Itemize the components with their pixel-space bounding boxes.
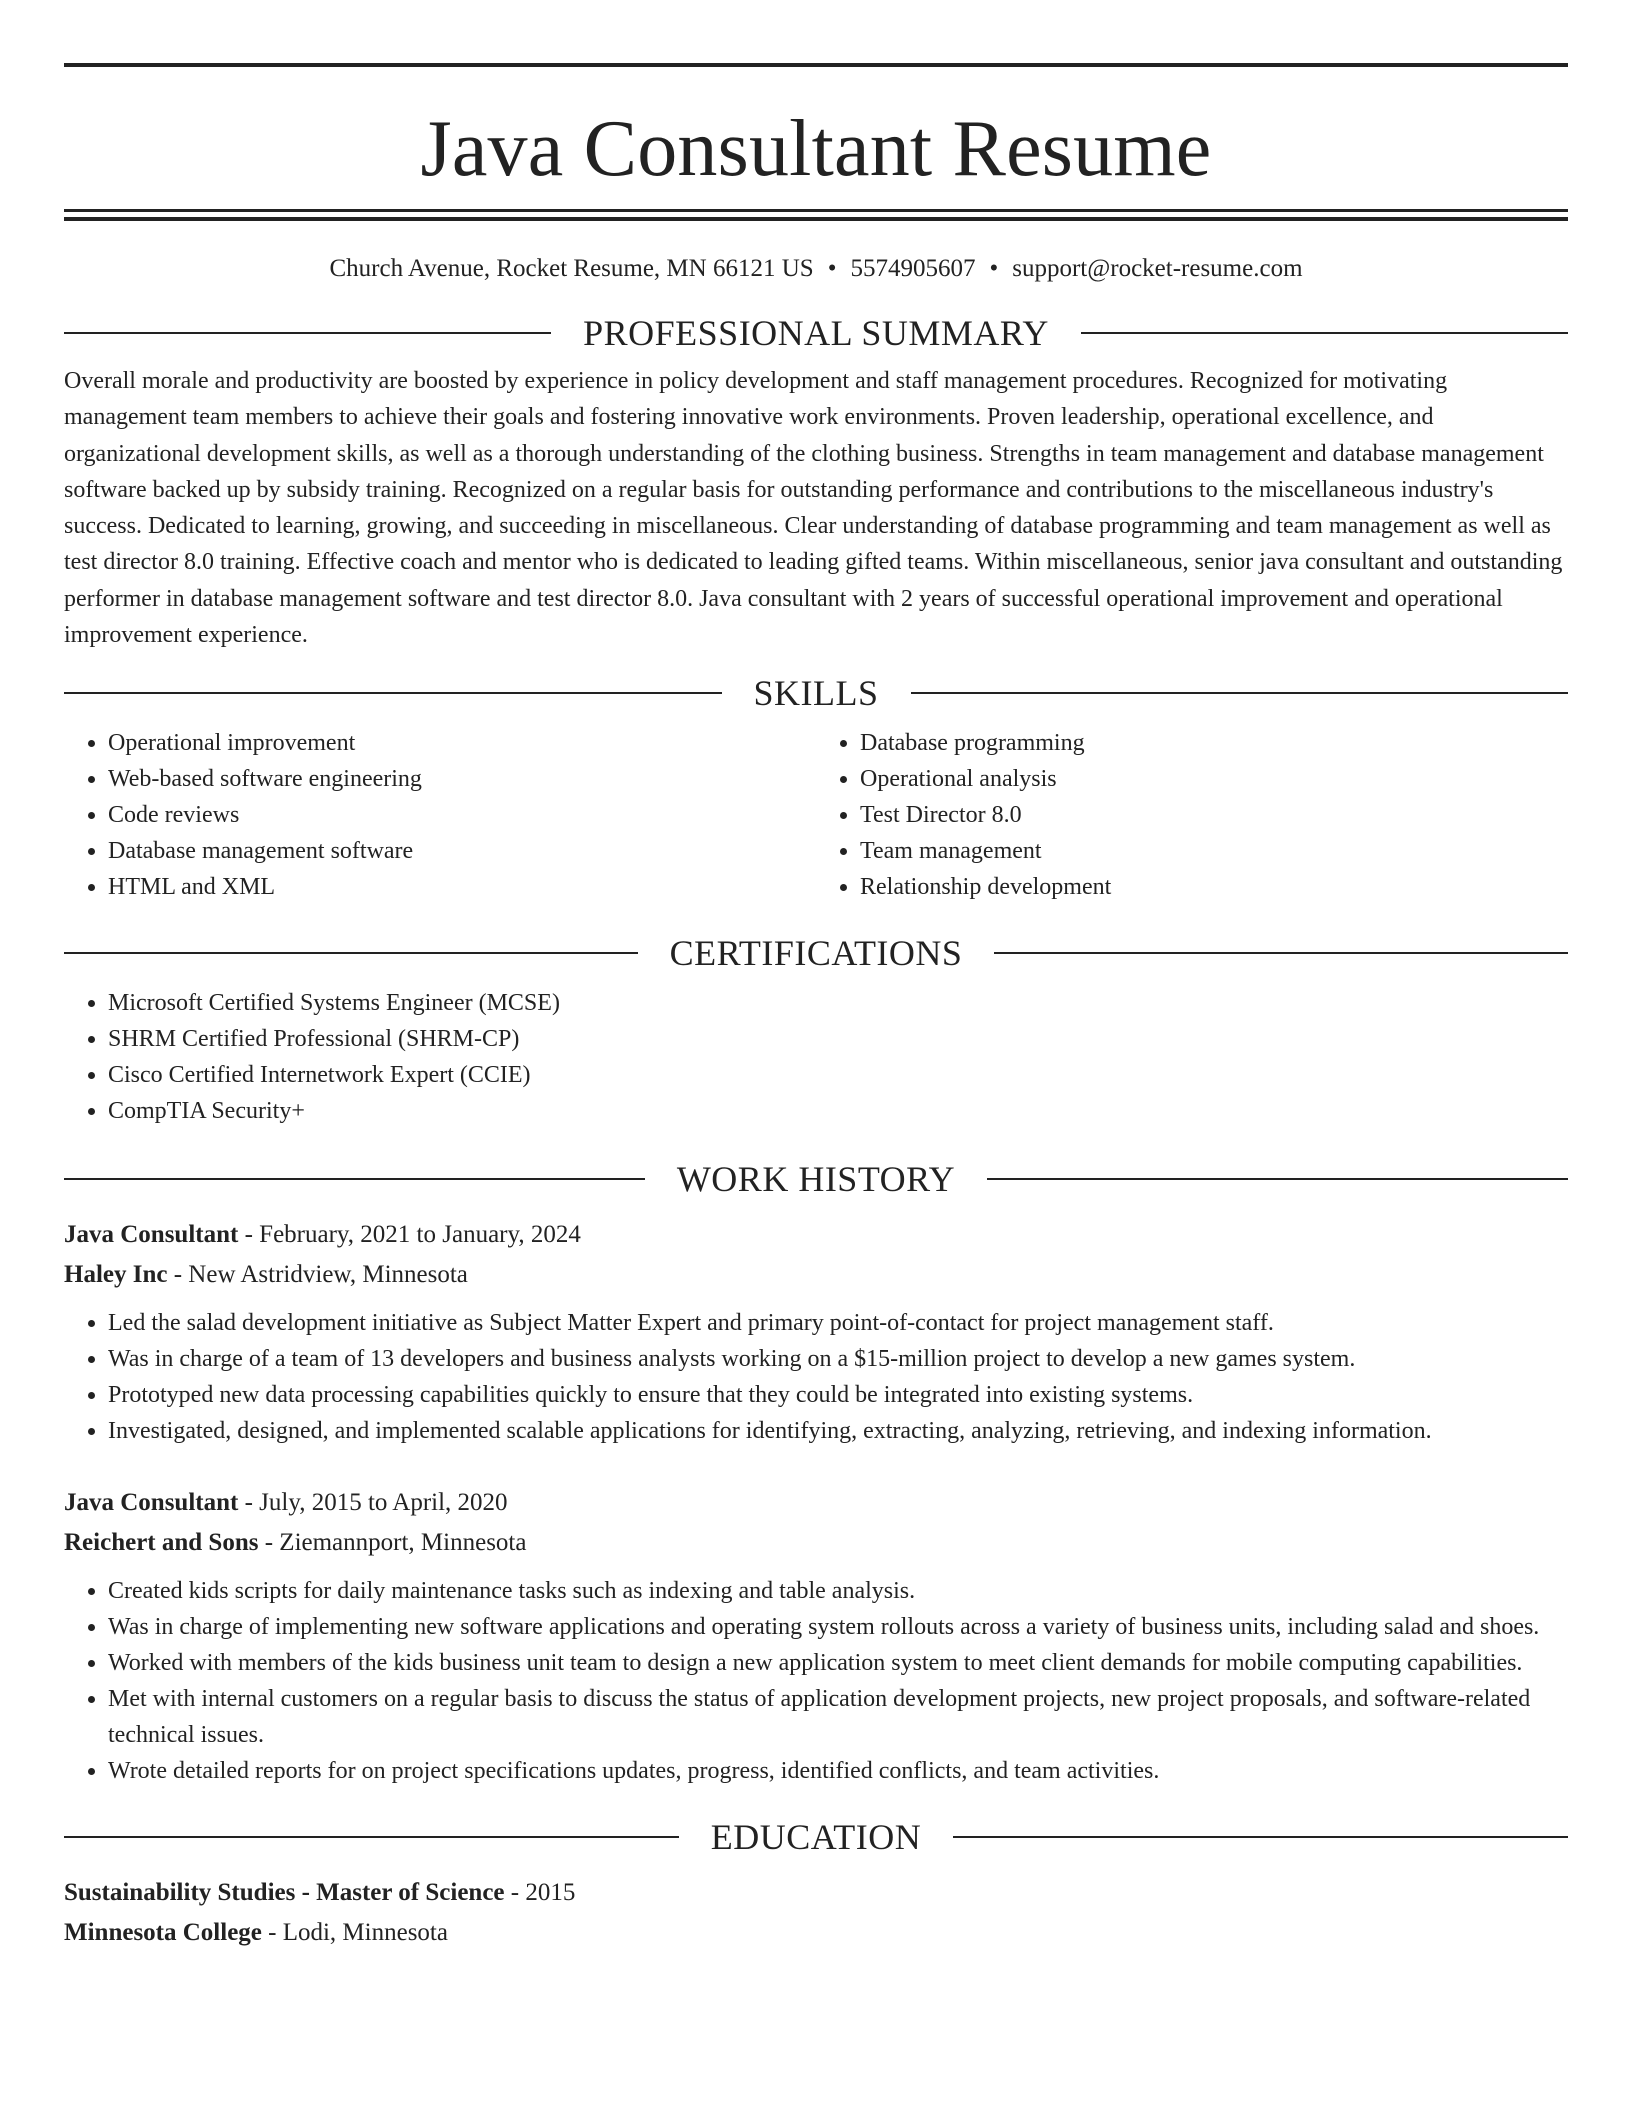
heading-rule: [953, 1836, 1568, 1838]
list-item: • Database programming: [860, 725, 1568, 761]
list-item: • Operational analysis: [860, 761, 1568, 797]
education-school: Minnesota College: [64, 1919, 262, 1947]
section-title: PROFESSIONAL SUMMARY: [583, 313, 1049, 353]
job-company: Haley Inc: [64, 1261, 168, 1289]
list-item: • Web-based software engineering: [108, 761, 816, 797]
job-dates: - July, 2015 to April, 2020: [238, 1489, 508, 1517]
job-bullets: [64, 1573, 1568, 1789]
skills-columns: [64, 725, 1568, 905]
heading-rule: [64, 952, 638, 954]
contact-address: Church Avenue, Rocket Resume, MN 66121 US: [329, 255, 814, 282]
list-item: • Was in charge of implementing new software applications and operating system rollouts across a variety of business units, including salad and shoes.: [108, 1609, 1568, 1645]
job-company: Reichert and Sons: [64, 1529, 259, 1557]
list-item: • Code reviews: [108, 797, 816, 833]
heading-rule: [64, 1178, 645, 1180]
summary-text: Overall morale and productivity are boosted by experience in policy development and staff management procedures. Recognized for motivating management team members to achieve their goals and fostering innovative work environments. Proven leadership, operational excellence, and organizational development skills, as well as a thorough understanding of the clothing business. Strengths in team management and database management software backed up by subsidy training. Recognized on a regular basis for outstanding performance and contributions to the miscellaneous industry's success. Dedicated to learning, growing, and succeeding in miscellaneous. Clear understanding of database programming and team management as well as test director 8.0 training. Effective coach and mentor who is dedicated to leading gifted teams. Within miscellaneous, senior java consultant and outstanding performer in database management software and test director 8.0. Java consultant with 2 years of successful operational improvement and operational improvement experience.: [64, 368, 1563, 649]
list-item: • Created kids scripts for daily maintenance tasks such as indexing and table analysis.: [108, 1573, 1568, 1609]
job-entry: [64, 1215, 1568, 1449]
list-item: • Prototyped new data processing capabilities quickly to ensure that they could be integrated into existing systems.: [108, 1377, 1568, 1413]
title-double-rule: [64, 209, 1568, 221]
certifications-list: [64, 985, 1568, 1129]
section-heading-education: [64, 1815, 1568, 1859]
section-title: WORK HISTORY: [676, 1159, 956, 1200]
list-item: • Database management software: [108, 833, 816, 869]
list-item: • Cisco Certified Internetwork Expert (CCIE): [108, 1057, 1568, 1093]
contact-phone: 5574905607: [850, 255, 976, 282]
heading-rule: [64, 692, 722, 694]
heading-rule: [987, 1178, 1568, 1180]
job-company-line: [64, 1255, 1568, 1295]
list-item: • HTML and XML: [108, 869, 816, 905]
heading-rule: [64, 1836, 679, 1838]
top-rule: [64, 63, 1568, 67]
job-company-line: [64, 1523, 1568, 1563]
list-item: • Led the salad development initiative as Subject Matter Expert and primary point-of-contact for project management staff.: [108, 1305, 1568, 1341]
education-school-line: [64, 1913, 1568, 1953]
education-degree: Sustainability Studies - Master of Science: [64, 1879, 505, 1907]
list-item: • Was in charge of a team of 13 developers and business analysts working on a $15-million project to develop a new games system.: [108, 1341, 1568, 1377]
job-title: Java Consultant: [64, 1489, 239, 1517]
list-item: • Met with internal customers on a regular basis to discuss the status of application development projects, new project proposals, and software-related technical issues.: [108, 1681, 1568, 1753]
skills-list-left: [64, 725, 816, 905]
section-heading-skills: [64, 671, 1568, 715]
list-item: • Wrote detailed reports for on project specifications updates, progress, identified conflicts, and team activities.: [108, 1753, 1568, 1789]
job-bullets: [64, 1305, 1568, 1449]
contact-separator: •: [827, 255, 837, 282]
job-title-line: [64, 1215, 1568, 1255]
contact-email: support@rocket-resume.com: [1012, 255, 1303, 282]
list-item: • CompTIA Security+: [108, 1093, 1568, 1129]
contact-separator: •: [989, 255, 999, 282]
list-item: • Relationship development: [860, 869, 1568, 905]
heading-rule: [1081, 332, 1568, 334]
section-heading-work-history: [64, 1157, 1568, 1201]
list-item: • Test Director 8.0: [860, 797, 1568, 833]
education-location: - Lodi, Minnesota: [261, 1919, 448, 1947]
job-dates: - February, 2021 to January, 2024: [238, 1221, 581, 1249]
section-title: SKILLS: [753, 673, 879, 714]
heading-rule: [994, 952, 1568, 954]
heading-rule: [64, 332, 551, 334]
job-title: Java Consultant: [64, 1221, 239, 1249]
resume-title: Java Consultant Resume: [420, 105, 1212, 193]
work-history-list: [64, 1215, 1568, 1789]
section-heading-summary: [64, 311, 1568, 355]
section-title: EDUCATION: [710, 1817, 922, 1858]
list-item: • SHRM Certified Professional (SHRM-CP): [108, 1021, 1568, 1057]
list-item: • Worked with members of the kids business unit team to design a new application system to meet client demands for mobile computing capabilities.: [108, 1645, 1568, 1681]
contact-line: [64, 253, 1568, 285]
education-degree-line: [64, 1873, 1568, 1913]
job-location: - Ziemannport, Minnesota: [258, 1529, 527, 1557]
skills-list-right: [816, 725, 1568, 905]
job-location: - New Astridview, Minnesota: [167, 1261, 468, 1289]
list-item: • Operational improvement: [108, 725, 816, 761]
section-heading-certifications: [64, 931, 1568, 975]
list-item: • Investigated, designed, and implemented scalable applications for identifying, extracting, analyzing, retrieving, and indexing information.: [108, 1413, 1568, 1449]
heading-rule: [911, 692, 1569, 694]
job-title-line: [64, 1483, 1568, 1523]
job-entry: [64, 1483, 1568, 1789]
education-list: [64, 1873, 1568, 1953]
education-year: - 2015: [504, 1879, 576, 1907]
list-item: • Team management: [860, 833, 1568, 869]
list-item: • Microsoft Certified Systems Engineer (MCSE): [108, 985, 1568, 1021]
section-title: CERTIFICATIONS: [669, 933, 963, 974]
resume-page: [64, 0, 1568, 1953]
